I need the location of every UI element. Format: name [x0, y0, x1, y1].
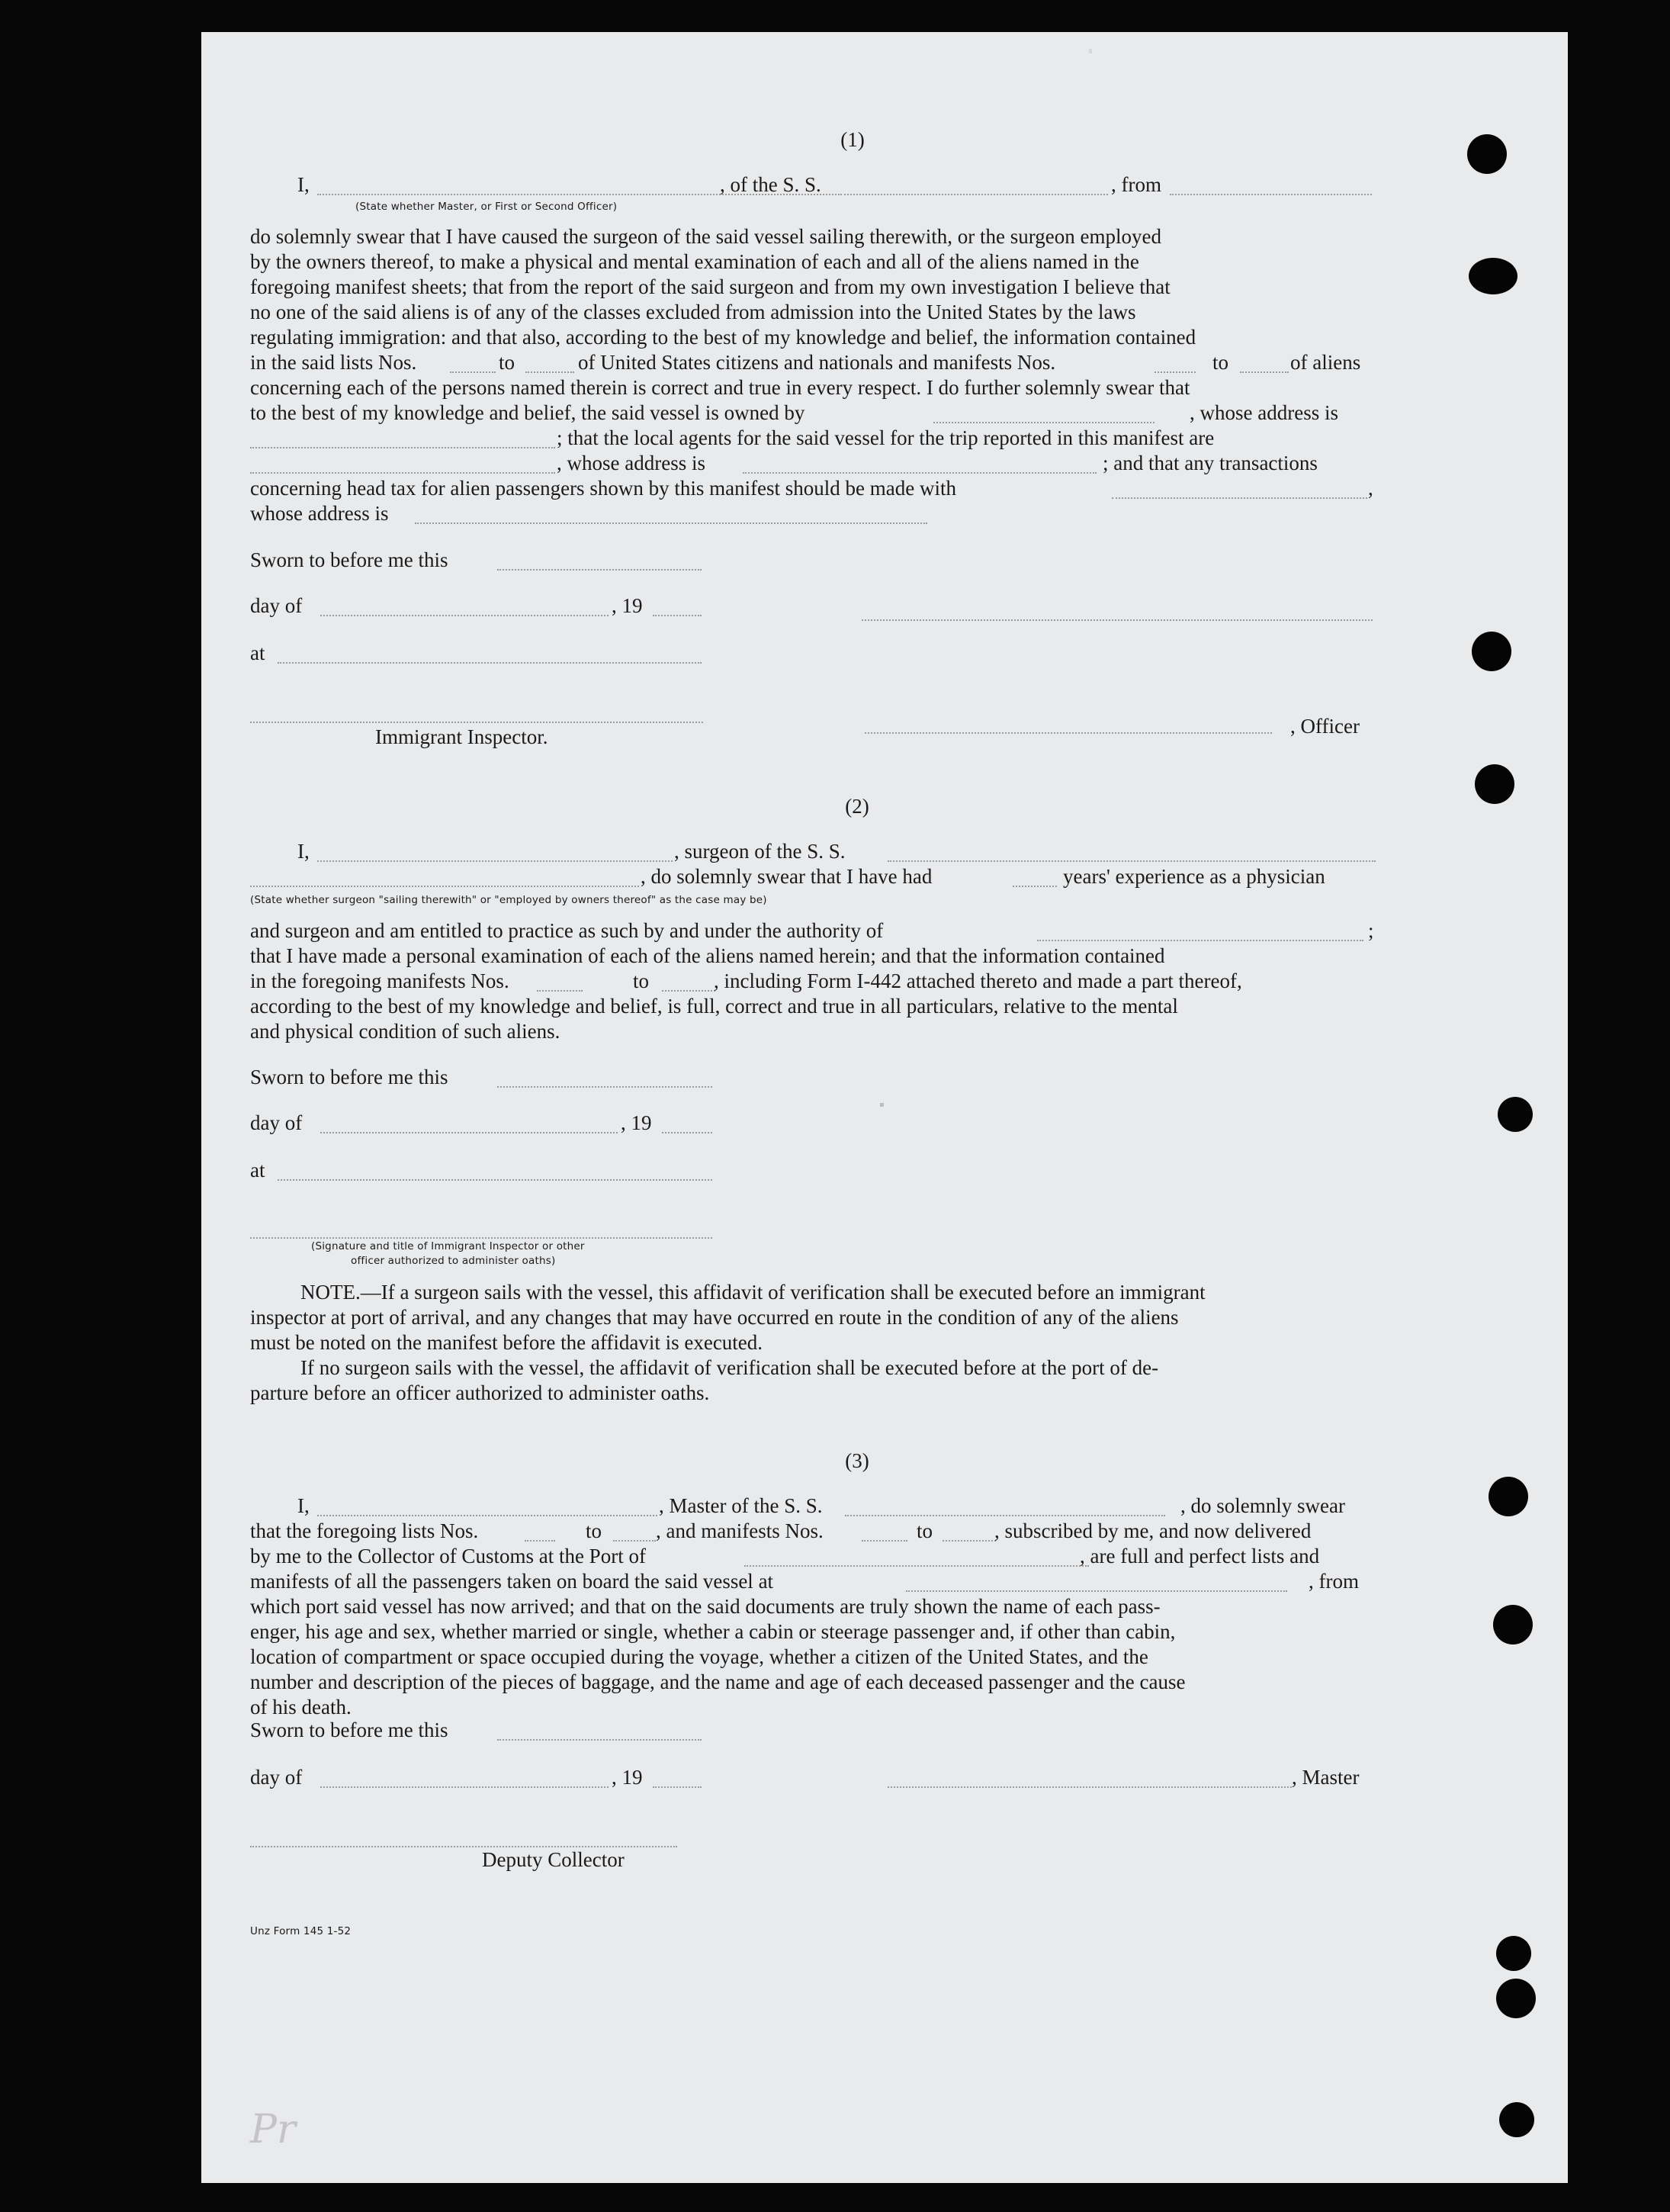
s3-master: , Master: [1292, 1766, 1360, 1789]
s1-inspector: Immigrant Inspector.: [375, 725, 548, 748]
s3-line4-b: , from: [1309, 1570, 1359, 1593]
s2-note-line-3: must be noted on the manifest before the affidavit is executed.: [250, 1331, 763, 1354]
s2-note2-line-2: parture before an officer authorized to administer oaths.: [250, 1381, 710, 1404]
s1-lists-e: of aliens: [1290, 351, 1361, 374]
s2-manifest-b: to: [633, 969, 650, 992]
s3-sworn: Sworn to before me this: [250, 1718, 448, 1741]
manifest-affidavit-page: [201, 32, 1568, 2183]
s1-nineteen: , 19: [612, 594, 643, 617]
s1-sworn: Sworn to before me this: [250, 548, 448, 571]
pencil-mark: Pr: [250, 2107, 296, 2153]
s3-para-line-2: enger, his age and sex, whether married or single, whether a cabin or steerage passenger and, if other than cabin,: [250, 1620, 1176, 1643]
s2-auth-a: and surgeon and am entitled to practice as such by and under the authority of: [250, 919, 884, 942]
s1-day-of: day of: [250, 594, 303, 617]
s1-lists-d: to: [1212, 351, 1229, 374]
s3-para-line-1: which port said vessel has now arrived; and that on the said documents are truly shown the name of each pass-: [250, 1595, 1161, 1618]
s2-surgeon: , surgeon of the S. S.: [674, 840, 846, 863]
s1-from: , from: [1111, 173, 1161, 196]
s2-manifest-a: in the foregoing manifests Nos.: [250, 969, 509, 992]
s1-i: I,: [297, 173, 310, 196]
s1-address-a: , whose address is: [557, 452, 705, 474]
s2-i: I,: [297, 840, 310, 863]
s1-para-line-3: foregoing manifest sheets; that from the report of the said surgeon and from my own investigation I believe that: [250, 275, 1171, 298]
s3-line4-a: manifests of all the passengers taken on board the said vessel at: [250, 1570, 774, 1593]
s1-owned-a: to the best of my knowledge and belief, the said vessel is owned by: [250, 401, 805, 424]
s1-para-line-1: do solemnly swear that I have caused the surgeon of the said vessel sailing therewith, or the surgeon employed: [250, 225, 1161, 248]
s1-headtax-a: concerning head tax for alien passengers shown by this manifest should be made with: [250, 477, 957, 500]
s1-of-ss: , of the S. S.: [720, 173, 821, 196]
s2-sworn: Sworn to before me this: [250, 1066, 448, 1088]
s1-concerning: concerning each of the persons named therein is correct and true in every respect. I do further solemnly swear that: [250, 376, 1190, 399]
s1-whose-address: whose address is: [250, 502, 389, 525]
s3-line2-b: to: [586, 1519, 602, 1542]
binder-hole: [1472, 632, 1511, 671]
binder-hole: [1499, 2102, 1534, 2137]
s2-personal: that I have made a personal examination of each of the aliens named herein; and that the information contained: [250, 944, 1165, 967]
s3-day-of: day of: [250, 1766, 303, 1789]
s2-note-line-2: inspector at port of arrival, and any changes that may have occurred en route in the condition of any of the aliens: [250, 1306, 1179, 1329]
form-number: Unz Form 145 1-52: [250, 1925, 352, 1937]
s2-nineteen: , 19: [621, 1111, 652, 1134]
s1-headtax-b: ,: [1368, 477, 1373, 500]
s2-sig-note-1: (Signature and title of Immigrant Inspector or other: [311, 1240, 585, 1252]
section3-number: (3): [845, 1449, 869, 1472]
s3-nineteen: , 19: [612, 1766, 643, 1789]
s3-line2-c: , and manifests Nos.: [656, 1519, 824, 1542]
s3-master-ss: , Master of the S. S.: [659, 1494, 823, 1517]
s3-line3-a: by me to the Collector of Customs at the Port of: [250, 1545, 646, 1567]
binder-hole: [1475, 764, 1514, 804]
s1-para-line-4: no one of the said aliens is of any of the classes excluded from admission into the United States by the laws: [250, 301, 1136, 323]
section2-number: (2): [845, 795, 869, 818]
binder-hole: [1489, 1477, 1528, 1516]
binder-hole: [1467, 134, 1507, 174]
binder-hole: [1493, 1605, 1533, 1645]
s2-auth-b: ;: [1368, 919, 1374, 942]
s3-para-line-3: location of compartment or space occupied during the voyage, whether a citizen of the United States, and the: [250, 1645, 1148, 1668]
section1-number: (1): [840, 128, 865, 151]
s2-line2-b: years' experience as a physician: [1063, 865, 1325, 888]
binder-hole: [1496, 1979, 1536, 2018]
s3-line3-b: , are full and perfect lists and: [1080, 1545, 1320, 1567]
s2-at: at: [250, 1159, 265, 1182]
s2-note-line-1: NOTE.—If a surgeon sails with the vessel, this affidavit of verification shall be executed before an immigrant: [300, 1281, 1206, 1304]
binder-hole: [1496, 1936, 1531, 1971]
s2-note2-line-1: If no surgeon sails with the vessel, the affidavit of verification shall be executed before at the port of de-: [300, 1356, 1159, 1379]
s1-officer: , Officer: [1290, 715, 1360, 738]
s1-owned-b: , whose address is: [1190, 401, 1338, 424]
s1-at: at: [250, 641, 265, 664]
s3-para-line-4: number and description of the pieces of baggage, and the name and age of each deceased passenger and the cause: [250, 1670, 1186, 1693]
s3-line2-a: that the foregoing lists Nos.: [250, 1519, 479, 1542]
s2-physical: and physical condition of such aliens.: [250, 1020, 560, 1043]
s3-swear: , do solemnly swear: [1180, 1494, 1345, 1517]
s3-line2-e: , subscribed by me, and now delivered: [994, 1519, 1312, 1542]
s2-day-of: day of: [250, 1111, 303, 1134]
binder-hole: [1469, 258, 1517, 294]
s2-sig-note-2: officer authorized to administer oaths): [351, 1255, 556, 1267]
s1-note-officer: (State whether Master, or First or Second Officer): [355, 201, 618, 213]
s1-lists-a: in the said lists Nos.: [250, 351, 417, 374]
s3-i: I,: [297, 1494, 310, 1517]
s2-line2-a: , do solemnly swear that I have had: [641, 865, 933, 888]
s3-line2-d: to: [917, 1519, 933, 1542]
s3-deputy: Deputy Collector: [482, 1848, 625, 1871]
s2-according: according to the best of my knowledge and belief, is full, correct and true in all particulars, relative to the mental: [250, 995, 1178, 1018]
s1-para-line-5: regulating immigration: and that also, according to the best of my knowledge and belief, the information contained: [250, 326, 1196, 349]
s2-note-surgeon: (State whether surgeon "sailing therewith" or "employed by owners thereof" as the case may be): [250, 894, 767, 906]
s1-para-line-2: by the owners thereof, to make a physical and mental examination of each and all of the aliens named in the: [250, 250, 1139, 273]
binder-hole: [1498, 1097, 1533, 1132]
s1-agents: ; that the local agents for the said vessel for the trip reported in this manifest are: [557, 426, 1215, 449]
s1-lists-b: to: [499, 351, 515, 374]
s1-address-b: ; and that any transactions: [1103, 452, 1318, 474]
s2-manifest-c: , including Form I-442 attached thereto and made a part thereof,: [714, 969, 1242, 992]
s3-para-line-5: of his death.: [250, 1696, 352, 1718]
s1-lists-c: of United States citizens and nationals and manifests Nos.: [578, 351, 1056, 374]
